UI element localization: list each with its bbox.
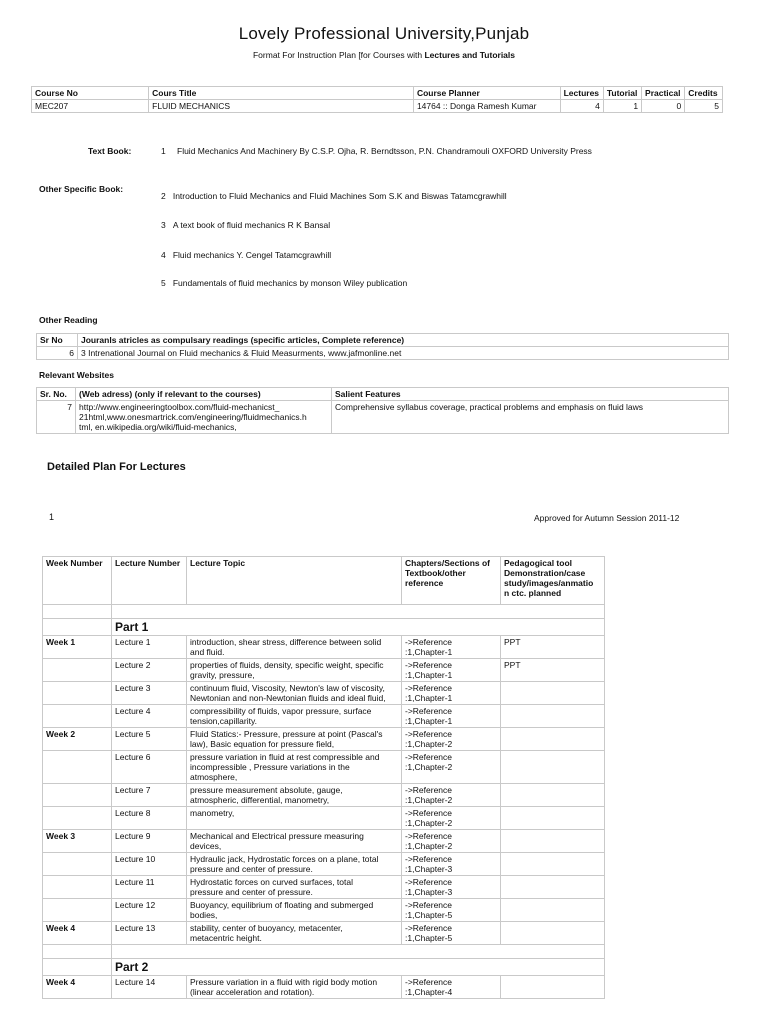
lecture-topic-cell: Hydraulic jack, Hydrostatic forces on a plane, total pressure and center of pressure. xyxy=(187,853,402,876)
book-item: 5 Fundamentals of fluid mechanics by monson Wiley publication xyxy=(161,278,408,288)
th-lecture-number: Lecture Number xyxy=(112,557,187,605)
lecture-topic-cell: Pressure variation in a fluid with rigid body motion (linear acceleration and rotation). xyxy=(187,976,402,999)
course-table xyxy=(31,86,723,113)
lecture-topic-cell: manometry, xyxy=(187,807,402,830)
th-chapters: Chapters/Sections of Textbook/other reference xyxy=(402,557,501,605)
chapter-reference-cell: ->Reference :1,Chapter-1 xyxy=(402,682,501,705)
th-course-title: Cours Title xyxy=(149,87,414,100)
part-1-label: Part 1 xyxy=(112,619,605,636)
pedagogical-tool-cell xyxy=(501,899,605,922)
lecture-row xyxy=(43,922,605,945)
chapter-reference-cell: ->Reference :1,Chapter-2 xyxy=(402,751,501,784)
pedagogical-tool-cell xyxy=(501,807,605,830)
pedagogical-tool-cell xyxy=(501,728,605,751)
web-address-line: tml, en.wikipedia.org/wiki/fluid-mechanics, xyxy=(79,422,237,432)
lecture-number-cell: Lecture 9 xyxy=(112,830,187,853)
th-pedagogical-tool: Pedagogical tool Demonstration/case study/images/anmatio n ctc. planned xyxy=(501,557,605,605)
pedagogical-tool-cell xyxy=(501,976,605,999)
pedagogical-tool-cell xyxy=(501,682,605,705)
lecture-row xyxy=(43,976,605,999)
lecture-topic-cell: continuum fluid, Viscosity, Newton's law of viscosity, Newtonian and non-Newtonian fluids and ideal fluid, xyxy=(187,682,402,705)
th-sr-no: Sr No xyxy=(37,334,78,347)
web-address-line: 21html,www.onesmartrick.com/engineering/fluidmechanics.h xyxy=(79,412,307,422)
text-book-entry: Fluid Mechanics And Machinery By C.S.P. Ojha, R. Berndtsson, P.N. Chandramouli OXFORD University Press xyxy=(177,146,592,156)
course-table-header xyxy=(32,87,723,100)
other-reading-table xyxy=(36,333,729,360)
th-lecture-topic: Lecture Topic xyxy=(187,557,402,605)
lecture-row xyxy=(43,682,605,705)
week-cell: Week 4 xyxy=(43,976,112,999)
week-cell xyxy=(43,784,112,807)
lecture-topic-cell: stability, center of buoyancy, metacenter, metacentric height. xyxy=(187,922,402,945)
lecture-topic-cell: pressure variation in fluid at rest compressible and incompressible , Pressure variations in the atmosphere, xyxy=(187,751,402,784)
lecture-number-cell: Lecture 1 xyxy=(112,636,187,659)
lecture-row xyxy=(43,899,605,922)
lecture-topic-cell: Fluid Statics:- Pressure, pressure at point (Pascal's law), Basic equation for pressure field, xyxy=(187,728,402,751)
lecture-number-cell: Lecture 5 xyxy=(112,728,187,751)
pedagogical-tool-cell xyxy=(501,853,605,876)
th-salient-features: Salient Features xyxy=(332,388,729,401)
lecture-number-cell: Lecture 13 xyxy=(112,922,187,945)
chapter-reference-cell: ->Reference :1,Chapter-2 xyxy=(402,830,501,853)
lecture-row xyxy=(43,876,605,899)
other-reading-label: Other Reading xyxy=(39,315,98,325)
websites-label: Relevant Websites xyxy=(39,370,114,380)
course-no: MEC207 xyxy=(32,100,149,113)
pedagogical-tool-cell: PPT xyxy=(501,636,605,659)
spacer-row xyxy=(43,605,605,619)
chapter-reference-cell: ->Reference :1,Chapter-5 xyxy=(402,899,501,922)
lecture-topic-cell: Buoyancy, equilibrium of floating and submerged bodies, xyxy=(187,899,402,922)
pedagogical-tool-cell xyxy=(501,876,605,899)
week-cell: Week 2 xyxy=(43,728,112,751)
lecture-number-cell: Lecture 3 xyxy=(112,682,187,705)
week-cell xyxy=(43,853,112,876)
chapter-reference-cell: ->Reference :1,Chapter-2 xyxy=(402,784,501,807)
pedagogical-tool-cell xyxy=(501,784,605,807)
chapter-reference-cell: ->Reference :1,Chapter-1 xyxy=(402,705,501,728)
lecture-row xyxy=(43,659,605,682)
lecture-topic-cell: Hydrostatic forces on curved surfaces, total pressure and center of pressure. xyxy=(187,876,402,899)
week-cell: Week 3 xyxy=(43,830,112,853)
week-cell: Week 1 xyxy=(43,636,112,659)
text-book-num: 1 xyxy=(161,146,166,156)
lecture-topic-cell: compressibility of fluids, vapor pressure, surface tension,capillarity. xyxy=(187,705,402,728)
detailed-plan-heading: Detailed Plan For Lectures xyxy=(47,461,186,473)
th-credits: Credits xyxy=(685,87,723,100)
page-number: 1 xyxy=(49,512,55,522)
part-1-row xyxy=(43,619,605,636)
practical-count: 0 xyxy=(642,100,685,113)
chapter-reference-cell: ->Reference :1,Chapter-3 xyxy=(402,853,501,876)
chapter-reference-cell: ->Reference :1,Chapter-3 xyxy=(402,876,501,899)
websites-table xyxy=(36,387,729,434)
lecture-row xyxy=(43,830,605,853)
lecture-number-cell: Lecture 11 xyxy=(112,876,187,899)
format-subtitle: Format For Instruction Plan [for Courses with Lectures and Tutorials xyxy=(252,50,515,60)
university-title: Lovely Professional University,Punjab xyxy=(238,24,530,43)
course-title: FLUID MECHANICS xyxy=(149,100,414,113)
text-book-label: Text Book: xyxy=(88,146,132,156)
lecture-number-cell: Lecture 12 xyxy=(112,899,187,922)
web-address xyxy=(76,401,332,434)
reading-sr-no: 6 xyxy=(37,347,78,360)
th-lectures: Lectures xyxy=(560,87,603,100)
week-cell: Week 4 xyxy=(43,922,112,945)
pedagogical-tool-cell xyxy=(501,830,605,853)
lecture-number-cell: Lecture 10 xyxy=(112,853,187,876)
lecture-number-cell: Lecture 8 xyxy=(112,807,187,830)
course-planner: 14764 :: Donga Ramesh Kumar xyxy=(413,100,560,113)
lecture-topic-cell: properties of fluids, density, specific weight, specific gravity, pressure, xyxy=(187,659,402,682)
week-cell xyxy=(43,682,112,705)
lecture-row xyxy=(43,751,605,784)
week-cell xyxy=(43,751,112,784)
chapter-reference-cell: ->Reference :1,Chapter-5 xyxy=(402,922,501,945)
pedagogical-tool-cell xyxy=(501,922,605,945)
web-address-line: http://www.engineeringtoolbox.com/fluid-mechanicst_ xyxy=(79,402,280,412)
book-item: 4 Fluid mechanics Y. Cengel Tatamcgrawhill xyxy=(161,250,332,260)
pedagogical-tool-cell xyxy=(501,751,605,784)
th-tutorial: Tutorial xyxy=(603,87,641,100)
reading-reference: 3 Intrenational Journal on Fluid mechanics & Fluid Measurments, www.jafmonline.net xyxy=(78,347,729,360)
week-cell xyxy=(43,899,112,922)
th-web-address: (Web adress) (only if relevant to the courses) xyxy=(76,388,332,401)
th-practical: Practical xyxy=(642,87,685,100)
chapter-reference-cell: ->Reference :1,Chapter-1 xyxy=(402,659,501,682)
lecture-number-cell: Lecture 7 xyxy=(112,784,187,807)
part-2-row xyxy=(43,959,605,976)
book-item: 2 Introduction to Fluid Mechanics and Fluid Machines Som S.K and Biswas Tatamcgrawhill xyxy=(161,191,507,201)
chapter-reference-cell: ->Reference :1,Chapter-1 xyxy=(402,636,501,659)
plan-header-row xyxy=(43,557,605,605)
chapter-reference-cell: ->Reference :1,Chapter-2 xyxy=(402,728,501,751)
spacer-row xyxy=(43,945,605,959)
lecture-topic-cell: introduction, shear stress, difference between solid and fluid. xyxy=(187,636,402,659)
week-cell xyxy=(43,705,112,728)
th-week-number: Week Number xyxy=(43,557,112,605)
web-salient-features: Comprehensive syllabus coverage, practical problems and emphasis on fluid laws xyxy=(332,401,729,434)
th-web-sr-no: Sr. No. xyxy=(37,388,76,401)
week-cell xyxy=(43,876,112,899)
credits-count: 5 xyxy=(685,100,723,113)
pedagogical-tool-cell: PPT xyxy=(501,659,605,682)
course-table-row xyxy=(32,100,723,113)
th-course-planner: Course Planner xyxy=(413,87,560,100)
lecture-row xyxy=(43,728,605,751)
book-item: 3 A text book of fluid mechanics R K Bansal xyxy=(161,220,331,230)
tutorial-count: 1 xyxy=(603,100,641,113)
lecture-number-cell: Lecture 4 xyxy=(112,705,187,728)
approval-note: Approved for Autumn Session 2011-12 xyxy=(534,513,680,523)
chapter-reference-cell: ->Reference :1,Chapter-4 xyxy=(402,976,501,999)
lecture-number-cell: Lecture 6 xyxy=(112,751,187,784)
lecture-row xyxy=(43,853,605,876)
week-cell xyxy=(43,807,112,830)
chapter-reference-cell: ->Reference :1,Chapter-2 xyxy=(402,807,501,830)
pedagogical-tool-cell xyxy=(501,705,605,728)
other-books-label: Other Specific Book: xyxy=(39,184,124,194)
lecture-row xyxy=(43,636,605,659)
th-course-no: Course No xyxy=(32,87,149,100)
web-sr-no: 7 xyxy=(37,401,76,434)
lecture-number-cell: Lecture 14 xyxy=(112,976,187,999)
part-2-label: Part 2 xyxy=(112,959,605,976)
lectures-count: 4 xyxy=(560,100,603,113)
th-journal-articles: Jouranls atricles as compulsary readings (specific articles, Complete reference) xyxy=(78,334,729,347)
lecture-row xyxy=(43,807,605,830)
lecture-plan-table xyxy=(42,556,605,999)
lecture-number-cell: Lecture 2 xyxy=(112,659,187,682)
week-cell xyxy=(43,659,112,682)
lecture-topic-cell: Mechanical and Electrical pressure measuring devices, xyxy=(187,830,402,853)
lecture-row xyxy=(43,784,605,807)
lecture-row xyxy=(43,705,605,728)
lecture-topic-cell: pressure measurement absolute, gauge, atmospheric, differential, manometry, xyxy=(187,784,402,807)
